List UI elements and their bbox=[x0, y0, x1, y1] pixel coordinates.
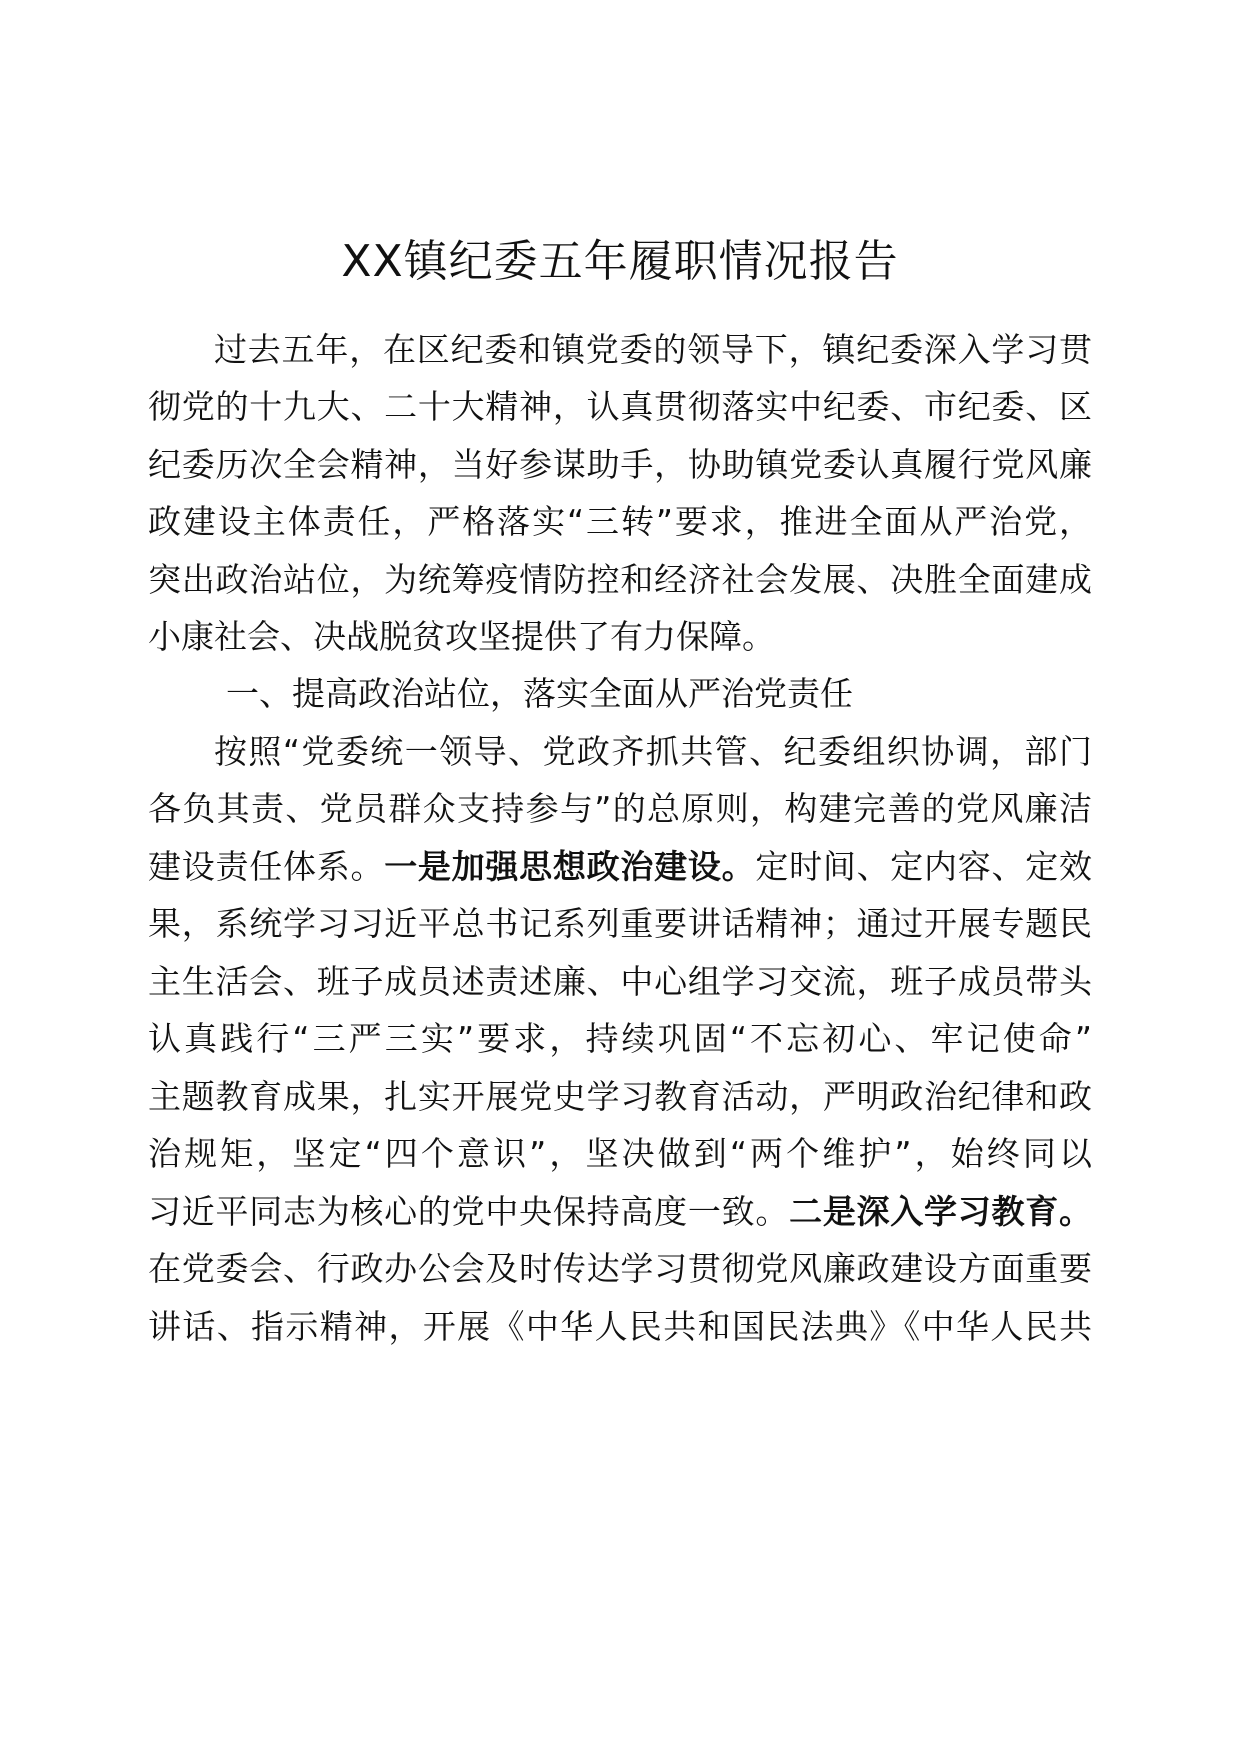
paragraph-line bbox=[148, 835, 1092, 899]
paragraph-line bbox=[148, 1180, 1092, 1244]
paragraph-line: 突出政治站位，为统筹疫情防控和经济社会发展、决胜全面建成 bbox=[148, 560, 1092, 599]
document-title: XX镇纪委五年履职情况报告 bbox=[341, 236, 899, 287]
line-text: 习近平同志为核心的党中央保持高度一致。 bbox=[148, 1192, 790, 1231]
paragraph-line: 治规矩，坚定“四个意识”，坚决做到“两个维护”，始终同以 bbox=[148, 1134, 1092, 1173]
paragraph-line: 过去五年，在区纪委和镇党委的领导下，镇纪委深入学习贯 bbox=[214, 330, 1092, 369]
paragraph-line: 纪委历次全会精神，当好参谋助手，协助镇党委认真履行党风廉 bbox=[148, 445, 1092, 484]
paragraph-line: 小康社会、决战脱贫攻坚提供了有力保障。 bbox=[148, 617, 775, 656]
paragraph-line: 在党委会、行政办公会及时传达学习贯彻党风廉政建设方面重要 bbox=[148, 1249, 1092, 1288]
paragraph-line: 果，系统学习习近平总书记系列重要讲话精神；通过开展专题民 bbox=[148, 904, 1092, 943]
line-text: 定时间、定内容、定效 bbox=[755, 847, 1092, 886]
paragraph-line: 主生活会、班子成员述责述廉、中心组学习交流，班子成员带头 bbox=[148, 962, 1092, 1001]
paragraph-line: 按照“党委统一领导、党政齐抓共管、纪委组织协调，部门 bbox=[214, 732, 1092, 771]
paragraph-line: 主题教育成果，扎实开展党史学习教育活动，严明政治纪律和政 bbox=[148, 1077, 1092, 1116]
paragraph-line: 彻党的十九大、二十大精神，认真贯彻落实中纪委、市纪委、区 bbox=[148, 387, 1092, 426]
bold-point-heading: 二是深入学习教育。 bbox=[789, 1192, 1092, 1231]
paragraph-line: 讲话、指示精神，开展《中华人民共和国民法典》《中华人民共 bbox=[148, 1307, 1092, 1346]
paragraph-line: 各负其责、党员群众支持参与”的总原则，构建完善的党风廉洁 bbox=[148, 789, 1092, 828]
line-text: 建设责任体系。 bbox=[148, 847, 385, 886]
section-heading: 一、提高政治站位，落实全面从严治党责任 bbox=[226, 674, 853, 713]
paragraph-line: 政建设主体责任，严格落实“三转”要求，推进全面从严治党， bbox=[148, 502, 1092, 541]
bold-point-heading: 一是加强思想政治建设。 bbox=[384, 847, 756, 886]
paragraph-line: 认真践行“三严三实”要求，持续巩固“不忘初心、牢记使命” bbox=[148, 1019, 1092, 1058]
